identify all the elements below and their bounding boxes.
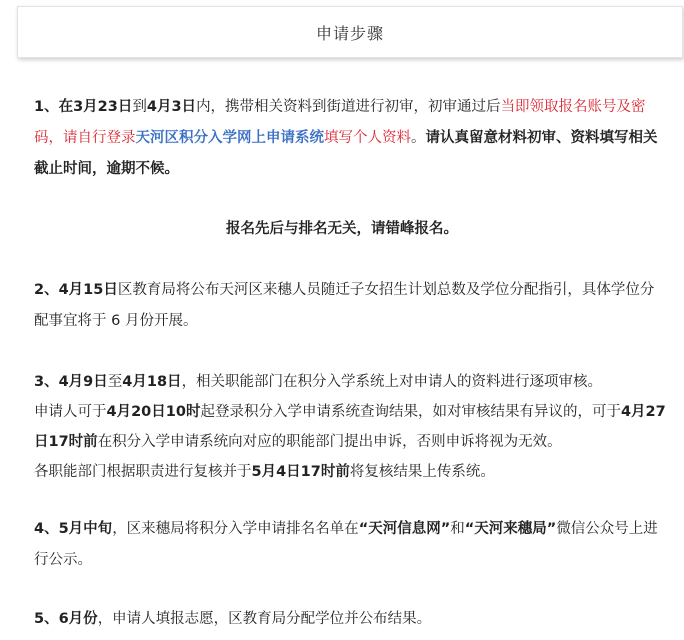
step-2-number: 2、 (34, 282, 59, 298)
step-1-deadline-warning: 请认真留意材料初审、资料填写相关截止时间，逾期不候。 (34, 130, 658, 177)
step-3-text-6: 将复核结果上传系统。 (349, 464, 495, 480)
step-3-to: 至 (107, 374, 123, 390)
tianhe-info-net-name: “天河信息网” (358, 521, 451, 537)
notice-line: 报名先后与排名无关，请错峰报名。 (226, 221, 458, 237)
step-1-to: 到 (132, 99, 147, 115)
step-2-date: 4月15日 (58, 282, 118, 298)
step-3-text-2: 申请人可于 (34, 404, 107, 420)
step-4-and: 和 (450, 521, 465, 537)
step-3-paragraph (34, 367, 666, 487)
page-title: 申请步骤 (315, 23, 384, 43)
system-name-link[interactable]: 天河区积分入学网上申请系统 (135, 130, 324, 146)
step-5-paragraph (34, 604, 666, 635)
step-3-text-5: 各职能部门根据职责进行复核并于 (34, 464, 252, 480)
step-5-date: 6月份 (58, 611, 98, 627)
step-1-red-text: 当即领取报名账号及密码，请自行登录 (34, 99, 646, 146)
step-3-text-1: ，相关职能部门在积分入学系统上对申请人的资料进行逐项审核。 (181, 374, 603, 390)
step-1-start-date: 3月23日 (73, 99, 133, 115)
step-4-text-1: ，区来穗局将积分入学申请排名名单在 (112, 521, 359, 537)
step-4-paragraph (34, 514, 666, 576)
step-4-number: 4、 (34, 521, 59, 537)
step-2-paragraph (34, 275, 666, 337)
step-5-number: 5、 (34, 611, 59, 627)
step-3-number: 3、 (34, 374, 59, 390)
step-3-query-date: 4月20日10时 (106, 404, 201, 420)
step-4-text-3: 微信公众号上进行公示。 (34, 521, 658, 568)
section-header (17, 6, 683, 58)
step-1-end-date: 4月3日 (146, 99, 197, 115)
step-1-red-text-2: 填写个人资料 (324, 130, 411, 146)
step-4-date: 5月中旬 (58, 521, 113, 537)
step-3-start-date: 4月9日 (58, 374, 108, 390)
step-3-text-4: 在积分入学申请系统向对应的职能部门提出申诉，否则申诉将视为无效。 (97, 434, 562, 450)
step-1-paragraph (34, 92, 666, 185)
step-3-text-3: 起登录积分入学申请系统查询结果，如对审核结果有异议的，可于 (200, 404, 621, 420)
step-2-text: 区教育局将公布天河区来穗人员随迁子女招生计划总数及学位分配指引，具体学位分配事宜将于 6 月份开展。 (34, 282, 655, 329)
step-3-review-deadline: 5月4日17时前 (251, 464, 350, 480)
step-1-text: 内，携带相关资料到街道进行初审，初审通过后 (196, 99, 501, 115)
step-1-period: 。 (411, 130, 426, 146)
step-1-number: 1、在 (34, 99, 74, 115)
tianhe-laisui-bureau-name: “天河来穗局” (464, 521, 557, 537)
step-3-appeal-deadline: 4月27日17时前 (34, 404, 666, 450)
step-5-text: ，申请人填报志愿，区教育局分配学位并公布结果。 (97, 611, 432, 627)
step-3-end-date: 4月18日 (122, 374, 182, 390)
